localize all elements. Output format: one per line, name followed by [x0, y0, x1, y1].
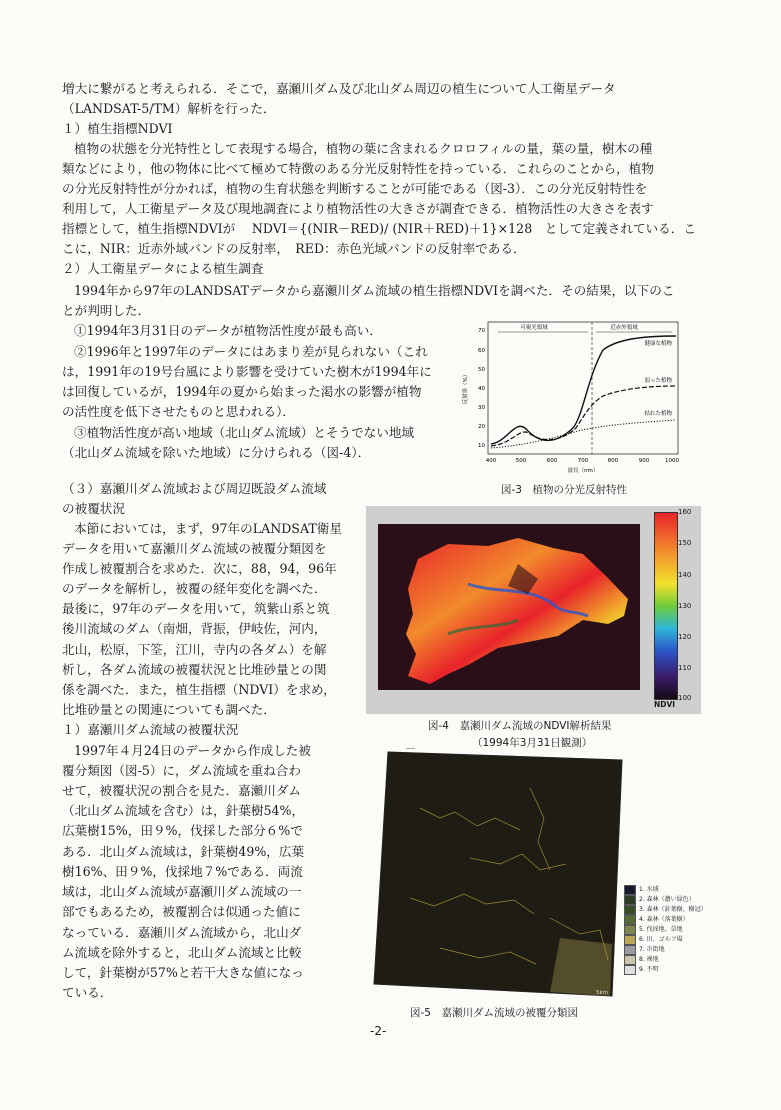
fig5-legend-item: 4. 森林（落葉樹） [624, 914, 689, 924]
fig4-subcaption: （1994年3月31日観測） [472, 737, 593, 749]
sec4-line-2: 覆分類図（図-5）に，ダム流域を重ね合わ [62, 763, 301, 778]
sec2-line-1: 1994年から97年のLANDSATデータから嘉瀬川ダム流域の植生指標NDVIを調べた．その結果，以下のこ [74, 283, 675, 298]
fig3-xtick-700: 700 [577, 458, 589, 464]
fig3-ytick-40: 40 [478, 386, 485, 392]
fig3-xtick-500: 500 [515, 458, 527, 464]
sec4-line-3: せて，被覆状況の割合を見た．嘉瀬川ダム [62, 783, 302, 798]
fig3-ytick-70: 70 [478, 328, 485, 334]
fig4-basin-shape [406, 538, 628, 684]
fig3-ytick-60: 60 [478, 348, 485, 354]
fig3-xtick-800: 800 [607, 458, 619, 464]
sec1-heading: １）植生指標NDVI [62, 121, 173, 136]
fig3-ytick-30: 30 [478, 405, 485, 411]
sec3-line-5: 最後に，97年のデータを用いて，筑紫山系と筑 [62, 601, 330, 616]
sec2-item-3b: （北山ダム流域を除いた地域）に分けられる（図-4）． [62, 445, 371, 460]
sec1-line-2: 類などにより，他の物体に比べて極めて特徴のある分光反射特性を持っている．これらのことから，植物 [62, 161, 654, 176]
fig3-xtick-900: 900 [638, 458, 650, 464]
fig4-scale-130: 130 [678, 602, 692, 610]
fig4-scale-160: 160 [678, 508, 692, 516]
sec4-line-7: 樹16%、田９%，伐採地７%である．両流 [62, 864, 303, 879]
sec4-line-1: 1997年４月24日のデータから作成した被 [74, 743, 311, 758]
fig4-scale-150: 150 [678, 539, 692, 547]
sec4-line-11: ム流域を除外すると，北山ダム流域と比較 [62, 945, 302, 960]
sec4-line-12: して，針葉樹が57%と若干大きな値になっ [62, 965, 304, 980]
sec2-line-2: とが判明した． [62, 303, 151, 318]
fig4-scale-title: NDVI [654, 700, 676, 709]
sec3-heading-1: （３）嘉瀬川ダム流域および周辺既設ダム流域 [62, 481, 327, 496]
fig3-label-dead: 枯れた植物 [644, 411, 672, 417]
fig4-scale-120: 120 [678, 633, 692, 641]
sec2-item-2d: の活性度を低下させたものと思われる）． [62, 404, 295, 419]
fig3-chart [458, 316, 684, 476]
fig3-xtick-600: 600 [546, 458, 558, 464]
fig3-curve-healthy [491, 336, 676, 444]
sec1-line-5: 指標として，植生指標NDVIが NDVI＝{(NIR－RED)/ (NIR＋RED)＋1}×128 として定義されている．こ [62, 221, 696, 236]
fig3-xlabel: 波長（nm） [567, 468, 599, 474]
fig3-svg [458, 316, 684, 476]
sec1-line-6: こに，NIR：近赤外域バンドの反射率， RED：赤色光域バンドの反射率である． [62, 241, 526, 256]
svg-text:───: ─── [406, 748, 416, 752]
fig5-legend-item: 7. 市街地 [624, 944, 665, 954]
fig3-xtick-1000: 1000 [665, 458, 679, 464]
fig5-legend-item: 3. 森林（針葉樹、樹冠） [624, 904, 707, 914]
sec1-line-1: 植物の状態を分光特性として表現する場合，植物の葉に含まれるクロロフィルの量，葉の量，樹木の種 [74, 141, 653, 156]
fig3-ylabel: 反射率（%） [463, 371, 469, 405]
sec2-item-2b: は，1991年の19号台風により影響を受けていた樹木が1994年に [62, 364, 432, 379]
fig5-legend-item: 1. 水域 [624, 884, 659, 894]
fig5-legend-item: 6. 田、ゴルフ場 [624, 934, 683, 944]
fig3-ytick-10: 10 [478, 443, 485, 449]
fig3-label-weak: 弱った植物 [644, 378, 672, 384]
sec1-line-3: の分光反射特性が分かれば，植物の生育状態を判断することが可能である（図-3）．この分光反射特性を [62, 181, 648, 196]
fig4-scale-100: 100 [678, 694, 692, 702]
fig5-legend-item: 9. 不明 [624, 964, 659, 974]
page-number: -2- [370, 1024, 387, 1038]
sec4-line-9: 部でもあるため，被覆割合は似通った値に [62, 904, 301, 919]
sec4-line-10: なっている．嘉瀬川ダム流域から，北山ダ [62, 925, 302, 940]
intro-line-1: 増大に繋がると考えられる．そこで，嘉瀬川ダム及び北山ダム周辺の植生について人工衛星データ [62, 81, 616, 96]
fig3-ytick-20: 20 [478, 424, 485, 430]
fig5-legend-item: 5. 伐採地、草地 [624, 924, 683, 934]
sec2-item-2c: は回復しているが，1994年の夏から始まった渇水の影響が植物 [62, 384, 422, 399]
sec1-line-4: 利用して，人工衛星データ及び現地調査により植物活性の大きさが調査できる．植物活性の大きさを表す [62, 201, 654, 216]
sec2-item-1: ①1994年3月31日のデータが植物活性度が最も高い． [74, 323, 382, 338]
sec3-line-7: 北山，松原，下筌，江川，寺内の各ダム）を解 [62, 642, 327, 657]
fig5-figure [350, 748, 710, 1000]
sec2-item-2: ②1996年と1997年のデータにはあまり差が見られない（これ [74, 344, 428, 359]
sec3-line-10: 比堆砂量との関連についても調べた． [62, 702, 276, 717]
sec3-line-1: 本節においては，まず，97年のLANDSAT衛星 [74, 521, 342, 536]
fig5-legend-item: 2. 森林（濃い緑色） [624, 894, 695, 904]
sec3-line-6: 後川流域のダム（南畑，背振，伊岐佐，河内， [62, 621, 327, 636]
fig3-label-healthy: 健康な植物 [644, 341, 672, 347]
sec2-heading: ２）人工衛星データによる植生調査 [62, 261, 264, 276]
fig5-caption: 図-5 嘉瀬川ダム流域の被覆分類図 [410, 1007, 578, 1019]
fig3-region-visible: 可視光領域 [520, 325, 548, 331]
sec4-line-4: （北山ダム流域を含む）は，針葉樹54%， [62, 803, 305, 818]
fig4-caption: 図-4 嘉瀬川ダム流域のNDVI解析結果 [428, 720, 612, 732]
fig4-image-frame [366, 506, 701, 714]
intro-line-2: （LANDSAT-5/TM）解析を行った． [62, 101, 276, 116]
sec4-heading: １）嘉瀬川ダム流域の被覆状況 [62, 722, 239, 737]
fig3-region-nir: 近赤外領域 [610, 325, 638, 331]
sec3-line-9: 係を調べた．また，植生指標（NDVI）を求め， [62, 682, 336, 697]
sec3-heading-2: の被覆状況 [62, 501, 125, 516]
fig5-legend [624, 884, 708, 984]
sec3-line-3: 作成し被覆割合を求めた．次に，88，94，96年 [62, 561, 337, 576]
sec4-line-8: 域は，北山ダム流域が嘉瀬川ダム流域の一 [62, 884, 302, 899]
fig5-scale: 5km [596, 990, 609, 996]
fig3-xtick-400: 400 [485, 458, 497, 464]
fig4-map-svg [378, 524, 640, 690]
sec3-line-4: のデータを解析し，被覆の経年変化を調べた． [62, 581, 327, 596]
fig5-legend-item: 8. 裸地 [624, 954, 659, 964]
fig3-ytick-50: 50 [478, 367, 485, 373]
sec4-line-6: ある．北山ダム流域は，針葉樹49%，広葉 [62, 844, 305, 859]
fig4-scale-140: 140 [678, 571, 692, 579]
sec2-item-3: ③植物活性度が高い地域（北山ダム流域）とそうでない地域 [74, 425, 415, 440]
sec4-line-5: 広葉樹15%，田９%，伐採した部分６%で [62, 823, 303, 838]
sec4-line-13: ている． [62, 985, 113, 1000]
fig4-scale-110: 110 [678, 664, 692, 672]
sec3-line-8: 析し，各ダム流域の被覆状況と比堆砂量との関 [62, 662, 327, 677]
fig3-caption: 図-3 植物の分光反射特性 [501, 484, 627, 496]
fig4-color-scale [654, 512, 678, 700]
sec3-line-2: データを用いて嘉瀬川ダム流域の被覆分類図を [62, 541, 327, 556]
fig4-ndvi-map [378, 524, 640, 690]
